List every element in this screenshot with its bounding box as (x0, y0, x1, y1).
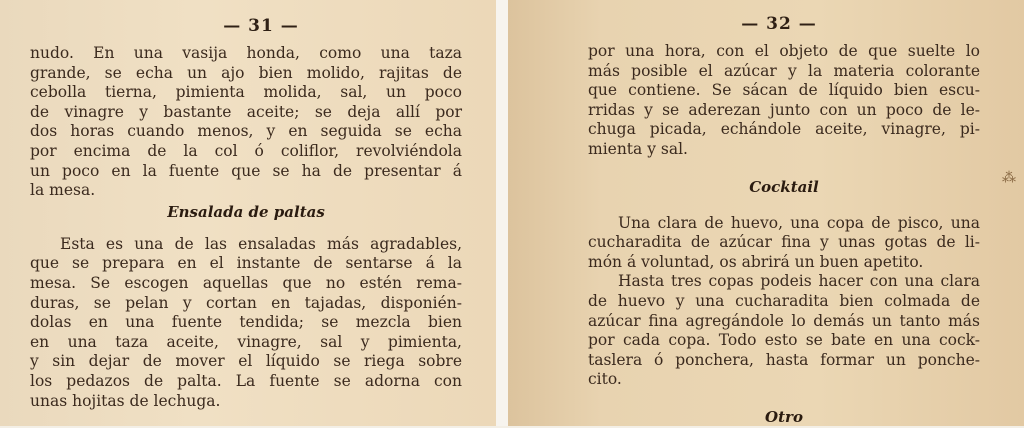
right-page (508, 0, 1024, 426)
next-section-title: Otro (765, 407, 803, 426)
page-number: — 32 — (741, 14, 817, 34)
cocktail-paragraph-1 (588, 214, 980, 273)
section-title: Cocktail (749, 177, 819, 196)
gutter (496, 0, 508, 426)
text-line: de huevo y una cucharadita bien colmada de (588, 291, 980, 310)
text-line: azúcar fina agregándole lo demás un tanto más (588, 311, 980, 330)
text-line: cucharadita de azúcar fina y unas gotas de li- (588, 233, 980, 252)
text-line: cebolla tierna, pimienta molida, sal, un poco (30, 83, 462, 102)
section-title: Ensalada de paltas (167, 202, 325, 221)
cocktail-paragraph-2 (588, 272, 980, 390)
intro-paragraph (30, 44, 462, 201)
text-line: un poco en la fuente que se ha de presentar á (30, 161, 462, 180)
text-line: en una taza aceite, vinagre, sal y pimienta, (30, 332, 462, 351)
text-line: unas hojitas de lechuga. (30, 391, 221, 410)
text-line: la mesa. (30, 181, 96, 200)
text-line: dos horas cuando menos, y en seguida se echa (30, 122, 462, 141)
text-line: grande, se echa un ajo bien molido, rajitas de (30, 63, 462, 82)
text-line: dolas en una fuente tendida; se mezcla bien (30, 313, 462, 332)
text-line: rridas y se aderezan junto con un poco de le- (588, 100, 980, 119)
text-line: por encima de la col ó coliflor, revolviéndola (30, 141, 462, 160)
text-line: mienta y sal. (588, 139, 688, 158)
text-line: nudo. En una vasija honda, como una taza (30, 44, 462, 62)
text-line: Esta es una de las ensaladas más agradables, (60, 234, 462, 253)
text-line: más posible el azúcar y la materia colorante (588, 61, 980, 80)
body-paragraph (30, 235, 462, 411)
text-line: por una hora, con el objeto de que suelte lo (588, 42, 980, 60)
text-line: de vinagre y bastante aceite; se deja allí por (30, 102, 462, 121)
text-line: chuga picada, echándole aceite, vinagre, pi- (588, 120, 980, 139)
text-line: por cada copa. Todo esto se bate en una cock- (588, 331, 980, 350)
text-line: món á voluntad, os abrirá un buen apetito. (588, 252, 924, 271)
text-line: Hasta tres copas podeis hacer con una clara (618, 272, 980, 291)
text-line: que contiene. Se sácan de líquido bien escu- (588, 81, 980, 100)
left-page (0, 0, 496, 426)
intro-paragraph (588, 42, 980, 160)
text-line: que se prepara en el instante de sentarse á la (30, 254, 462, 273)
text-line: cito. (588, 370, 622, 389)
text-line: taslera ó ponchera, hasta formar un ponche- (588, 350, 980, 369)
text-line: Una clara de huevo, una copa de pisco, una (618, 213, 980, 232)
text-line: mesa. Se escogen aquellas que no estén rema- (30, 273, 462, 292)
text-line: los pedazos de palta. La fuente se adorna con (30, 371, 462, 390)
text-line: y sin dejar de mover el líquido se riega sobre (30, 352, 462, 371)
page-stain-mark: ⁂ (1002, 170, 1016, 186)
page-number: — 31 — (223, 16, 299, 36)
text-line: duras, se pelan y cortan en tajadas, disponién- (30, 293, 462, 312)
